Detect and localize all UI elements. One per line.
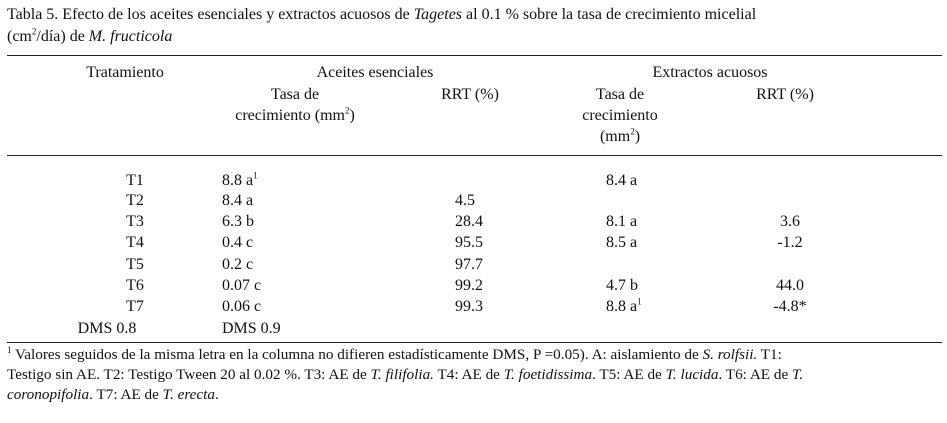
cell-ea-rrt: -1.2 xyxy=(777,234,803,251)
header-ea-rate: Tasa de crecimiento $(mm^2)$ xyxy=(582,86,658,145)
footnote-line-1: $^1$ Valores seguidos de la misma letra en la columna no difieren estadísticamente DMS, P =0.05). A: aislamiento de S. rolfsii. T1: xyxy=(7,344,782,363)
cell-ae-rrt: 4.5 xyxy=(455,192,475,209)
cell-ea-rate: 8.4 a xyxy=(606,172,638,189)
cell-treatment: T4 xyxy=(126,234,144,251)
cell-ae-rrt: 99.3 xyxy=(455,298,483,315)
cell-ae-rate: 0.4 c xyxy=(222,234,254,251)
footnote-line-2: Testigo sin AE. T2: Testigo Tween 20 al 0.02 %. T3: AE de T. filifolia. T4: AE de T. foetidissima. T5: AE de T. lucida. T6: AE de T. xyxy=(7,366,804,383)
header-ea-rrt: RRT (%) xyxy=(756,86,814,103)
cell-ea-rate: 8.8 $a^1$ xyxy=(606,296,642,315)
cell-treatment: T6 xyxy=(126,277,144,294)
cell-ea-rrt: -4.8* xyxy=(773,298,807,315)
cell-ae-rrt: 99.2 xyxy=(455,277,483,294)
cell-ae-rate: 0.2 c xyxy=(222,256,254,273)
cell-ae-rrt: 95.5 xyxy=(455,234,483,251)
table-bottom-rule xyxy=(7,342,942,343)
cell-treatment: T3 xyxy=(126,213,144,230)
table-top-rule xyxy=(7,55,942,56)
header-aceites-esenciales: Aceites esenciales xyxy=(316,64,434,81)
header-bottom-rule xyxy=(7,155,942,156)
cell-ea-rate: 4.7 b xyxy=(606,277,638,294)
cell-ae-rate: 0.06 c xyxy=(222,298,262,315)
header-treatment: Tratamiento xyxy=(86,64,164,81)
header-extractos-acuosos: Extractos acuosos xyxy=(652,64,768,81)
footnote-line-3: coronopifolia. T7: AE de T. erecta. xyxy=(7,386,219,403)
cell-ae-rate: 8.4 a xyxy=(222,192,254,209)
cell-ea-rate: 8.5 a xyxy=(606,234,638,251)
cell-treatment: T1 xyxy=(126,172,144,189)
caption-line-2: $(cm^2/día)$ de M. fructicola xyxy=(7,26,173,45)
table-caption xyxy=(7,4,942,48)
cell-treatment: DMS 0.8 xyxy=(77,320,137,337)
cell-ae-rate: DMS 0.9 xyxy=(222,320,281,337)
cell-ae-rate: 8.8 $a^1$ xyxy=(222,170,258,189)
cell-ae-rate: 0.07 c xyxy=(222,277,262,294)
header-ae-rate: Tasa de crecimiento $(mm^2)$ xyxy=(235,86,355,124)
cell-ae-rate: 6.3 b xyxy=(222,213,254,230)
cell-treatment: T7 xyxy=(126,298,144,315)
cell-ae-rrt: 97.7 xyxy=(455,256,483,273)
table-footnote xyxy=(7,345,942,405)
caption-line-1: Tabla 5. Efecto de los aceites esenciales y extractos acuosos de Tagetes al 0.1 % sobre la tasa de crecimiento micelial xyxy=(7,6,757,23)
cell-treatment: T5 xyxy=(126,256,144,273)
cell-ae-rrt: 28.4 xyxy=(455,213,483,230)
cell-treatment: T2 xyxy=(126,192,144,209)
cell-ea-rrt: 3.6 xyxy=(780,213,800,230)
cell-ea-rrt: 44.0 xyxy=(776,277,804,294)
header-ae-rrt: RRT (%) xyxy=(441,86,499,103)
cell-ea-rate: 8.1 a xyxy=(606,213,638,230)
